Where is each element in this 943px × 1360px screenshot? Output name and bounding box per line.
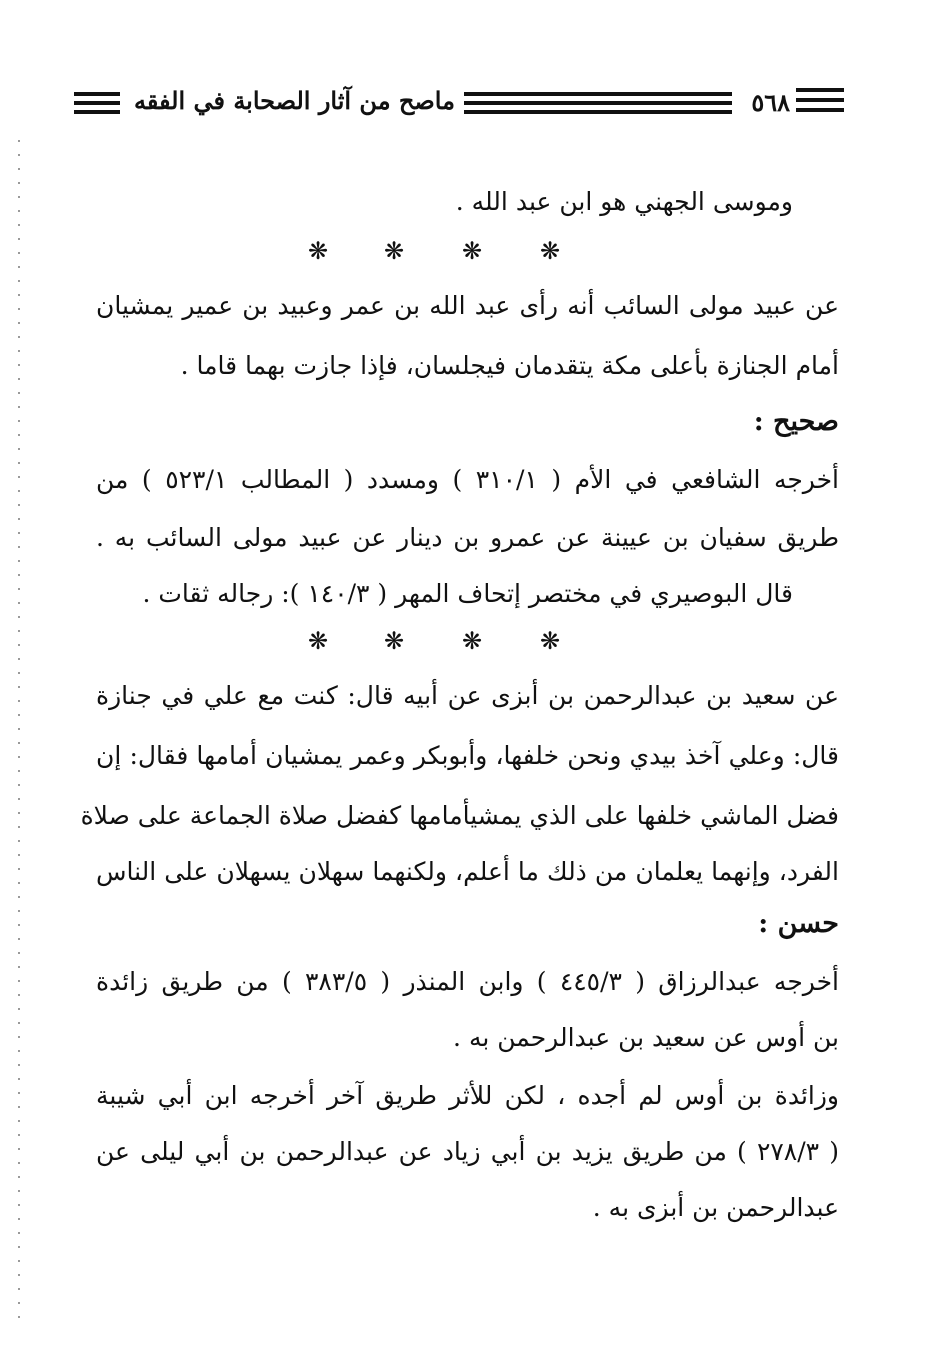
star-ornament: ❋ — [462, 237, 483, 265]
grading-heading: صحيح : — [753, 406, 839, 437]
athar-text-line: عن سعيد بن عبدالرحمن بن أبزى عن أبيه قال: كنت مع علي في جنازة — [96, 681, 839, 710]
header-rule-center-mid — [464, 101, 732, 105]
takhrij-line: عبدالرحمن بن أبزى به . — [592, 1193, 839, 1222]
star-ornament: ❋ — [384, 627, 405, 655]
header-rule-center-bot — [464, 110, 732, 114]
header-rule-right-top — [796, 88, 844, 92]
athar-text-line: عن عبيد مولى السائب أنه رأى عبد الله بن عمر وعبيد بن عمير يمشيان — [96, 291, 839, 320]
takhrij-line: طريق سفيان بن عيينة عن عمرو بن دينار عن عبيد مولى السائب به . — [96, 523, 839, 552]
star-ornament: ❋ — [540, 627, 561, 655]
star-ornament: ❋ — [462, 627, 483, 655]
star-ornament: ❋ — [308, 627, 329, 655]
star-ornament: ❋ — [308, 237, 329, 265]
takhrij-line: أخرجه الشافعي في الأم ( ٣١٠/١ ) ومسدد ( المطالب ٥٢٣/١ ) من — [96, 465, 839, 494]
athar-text-line: أمام الجنازة بأعلى مكة يتقدمان فيجلسان، فإذا جازت بهما قاما . — [180, 351, 839, 380]
header-rule-right-bot — [796, 108, 844, 112]
running-title: ماصح من آثار الصحابة في الفقه — [134, 86, 455, 115]
athar-text-line: الفرد، وإنهما يعلمان من ذلك ما أعلم، ولكنهما سهلان يسهلان على الناس — [96, 857, 839, 886]
header-rule-left-bot — [74, 110, 120, 114]
running-header — [74, 84, 844, 124]
header-rule-left-top — [74, 92, 120, 96]
scan-edge-artifact — [18, 140, 20, 1320]
header-rule-center-top — [464, 92, 732, 96]
star-ornament: ❋ — [540, 237, 561, 265]
section-separator — [300, 236, 580, 266]
header-rule-right-mid — [796, 98, 844, 102]
takhrij-line: ( ٢٧٨/٣ ) من طريق يزيد بن أبي زياد عن عبدالرحمن بن أبي ليلى عن — [96, 1137, 839, 1166]
header-rule-left-mid — [74, 101, 120, 105]
text-line: وموسى الجهني هو ابن عبد الله . — [455, 187, 793, 216]
takhrij-line: قال البوصيري في مختصر إتحاف المهر ( ١٤٠/٣ ): رجاله ثقات . — [142, 579, 793, 608]
athar-text-line: فضل الماشي خلفها على الذي يمشيأمامها كفضل صلاة الجماعة على صلاة — [80, 801, 839, 830]
page-number: ٥٦٨ — [751, 88, 790, 117]
star-ornament: ❋ — [384, 237, 405, 265]
takhrij-line: بن أوس عن سعيد بن عبدالرحمن به . — [453, 1023, 839, 1052]
takhrij-line: أخرجه عبدالرزاق ( ٤٤٥/٣ ) وابن المنذر ( ٣٨٣/٥ ) من طريق زائدة — [96, 967, 839, 996]
takhrij-line: وزائدة بن أوس لم أجده ، لكن للأثر طريق آخر أخرجه ابن أبي شيبة — [96, 1081, 839, 1110]
grading-heading: حسن : — [758, 908, 839, 939]
athar-text-line: قال: وعلي آخذ بيدي ونحن خلفها، وأبوبكر وعمر يمشيان أمامها فقال: إن — [96, 741, 839, 770]
section-separator — [300, 626, 580, 656]
